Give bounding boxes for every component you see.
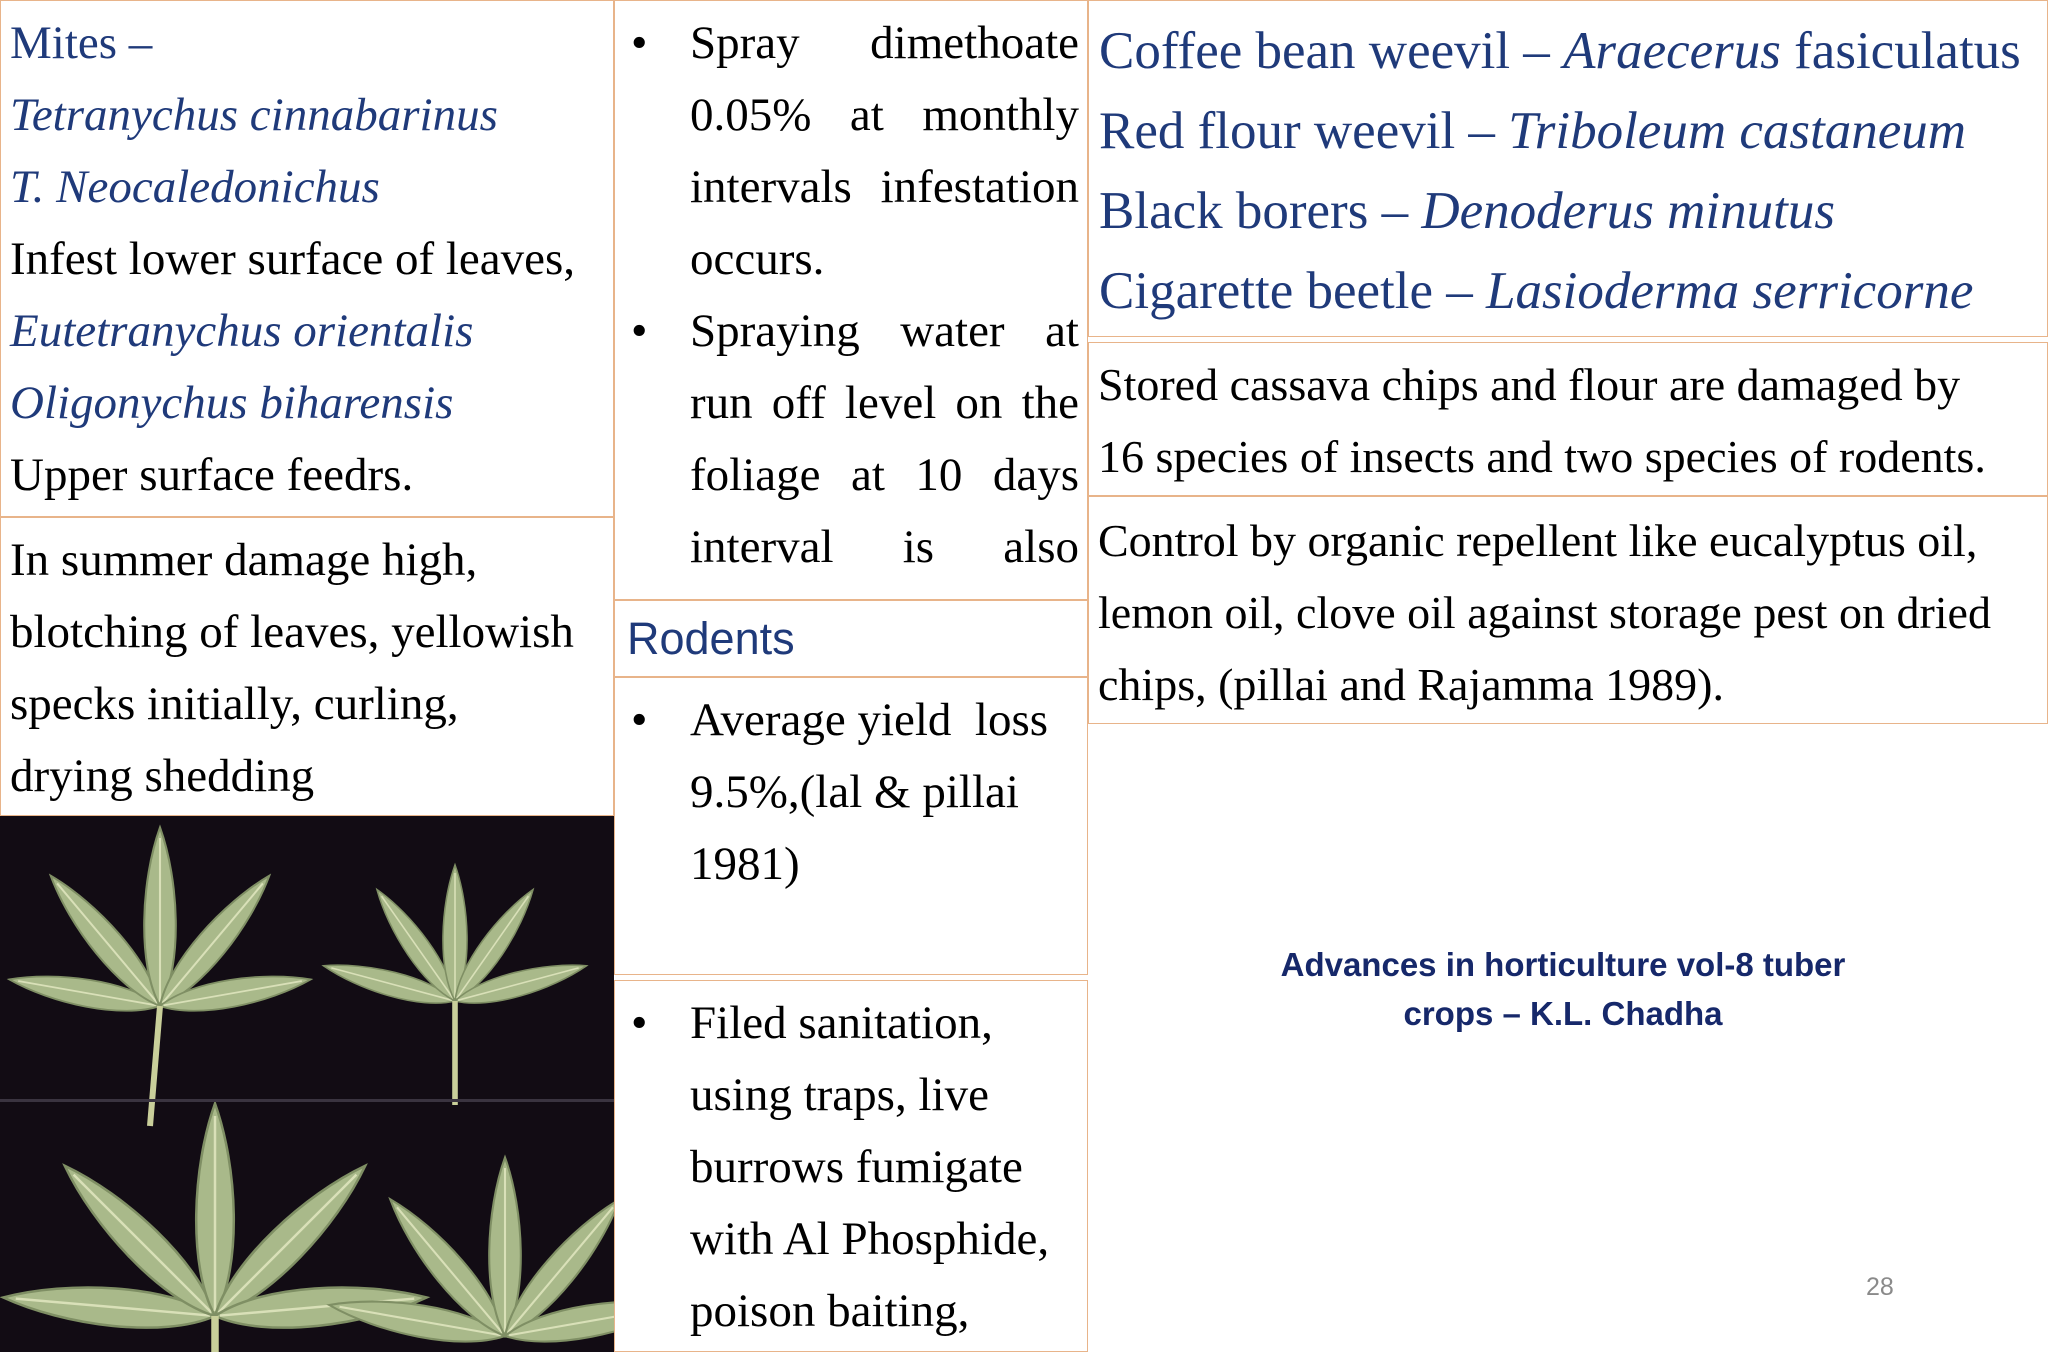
bullet-line: using traps, live [690, 1069, 989, 1121]
damage-symptoms-box [0, 517, 614, 816]
storage-pest-line [1099, 251, 2047, 331]
damage-line: specks initially, curling, [10, 678, 459, 730]
yield-loss-box [614, 677, 1088, 975]
bullet-line: with Al Phosphide, [690, 1213, 1050, 1265]
bullet-line: • Spray dimethoate [690, 17, 1079, 69]
photo-divider [0, 1099, 614, 1102]
stored-line: Stored cassava chips and flour are damaged by [1098, 359, 1961, 410]
bullet-yield-loss [623, 684, 1079, 900]
cassava-leaves-illustration [0, 816, 614, 1352]
control-line: lemon oil, clove oil against storage pest on dried [1098, 587, 1991, 638]
pest-common-name: Cigarette beetle – [1099, 262, 1487, 320]
pest-common-name: Red flour weevil – [1099, 102, 1509, 160]
mites-line: Oligonychus biharensis [10, 377, 454, 429]
pest-common-name: Black borers – [1099, 182, 1422, 240]
bullet-field-sanitation [623, 987, 1079, 1347]
mites-line: Upper surface feedrs. [10, 449, 414, 501]
pest-species: fasiculatus [1780, 22, 2021, 80]
reference-citation [1165, 940, 1961, 1038]
rodents-heading: Rodents [627, 613, 795, 664]
bullet-line: • Spraying water at [690, 305, 1079, 357]
storage-pest-line [1099, 11, 2047, 91]
bullet-line: interval is also [690, 521, 1079, 573]
stored-chips-box [1088, 342, 2048, 496]
reference-line: Advances in horticulture vol-8 tuber [1280, 946, 1846, 983]
reference-line: crops – K.L. Chadha [1403, 995, 1723, 1032]
stored-line: 16 species of insects and two species of rodents. [1098, 431, 1986, 482]
damage-line: blotching of leaves, yellowish [10, 606, 574, 658]
mites-text-box [0, 0, 614, 517]
bullet-line: • Average yield loss [690, 694, 1049, 746]
bullet-spraying-water [623, 295, 1079, 583]
mites-line: Tetranychus cinnabarinus [10, 89, 498, 141]
page-number: 28 [1866, 1273, 1894, 1301]
pest-genus: Triboleum [1508, 102, 1727, 160]
bullet-line: intervals infestation [690, 161, 1079, 213]
storage-pests-box [1088, 0, 2048, 337]
bullet-line: occurs. [690, 233, 825, 285]
pest-species: minutus [1653, 182, 1836, 240]
mite-damaged-leaves-photo [0, 816, 614, 1352]
bullet-line: foliage at 10 days [690, 449, 1079, 501]
spray-control-box [614, 0, 1088, 600]
pest-species: castaneum [1726, 102, 1967, 160]
bullet-spray-dimethoate [623, 7, 1079, 295]
damage-line: drying shedding [10, 750, 315, 802]
pest-genus: Araecerus [1563, 22, 1781, 80]
bullet-line: 0.05% at monthly [690, 89, 1079, 141]
storage-pest-line [1099, 171, 2047, 251]
mites-line: Eutetranychus orientalis [10, 305, 474, 357]
damage-line: In summer damage high, [10, 534, 478, 586]
control-line: Control by organic repellent like eucalyptus oil, [1098, 515, 1978, 566]
mites-line: Infest lower surface of leaves, [10, 233, 576, 285]
bullet-line: 1981) [690, 838, 800, 890]
pest-genus: Denoderus [1421, 182, 1654, 240]
mites-line: T. Neocaledonichus [10, 161, 380, 213]
control-line: chips, (pillai and Rajamma 1989). [1098, 659, 1724, 710]
pest-common-name: Coffee bean weevil – [1099, 22, 1564, 80]
pest-genus: Lasioderma [1486, 262, 1740, 320]
bullet-line: • Filed sanitation, [690, 997, 993, 1049]
bullet-line: poison baiting, [690, 1285, 970, 1337]
bullet-line: 9.5%,(lal & pillai [690, 766, 1019, 818]
bullet-line: burrows fumigate [690, 1141, 1023, 1193]
leaf-bottom-right [326, 1158, 614, 1352]
rodents-heading-box [614, 600, 1088, 677]
field-sanitation-box [614, 980, 1088, 1352]
storage-control-box [1088, 496, 2048, 724]
mites-line: Mites – [10, 17, 153, 69]
storage-pest-line [1099, 91, 2047, 171]
pest-species: serricorne [1739, 262, 1974, 320]
bullet-line: run off level on the [690, 377, 1079, 429]
leaf-top-right [321, 865, 590, 1105]
leaf-top-left [7, 828, 313, 1127]
